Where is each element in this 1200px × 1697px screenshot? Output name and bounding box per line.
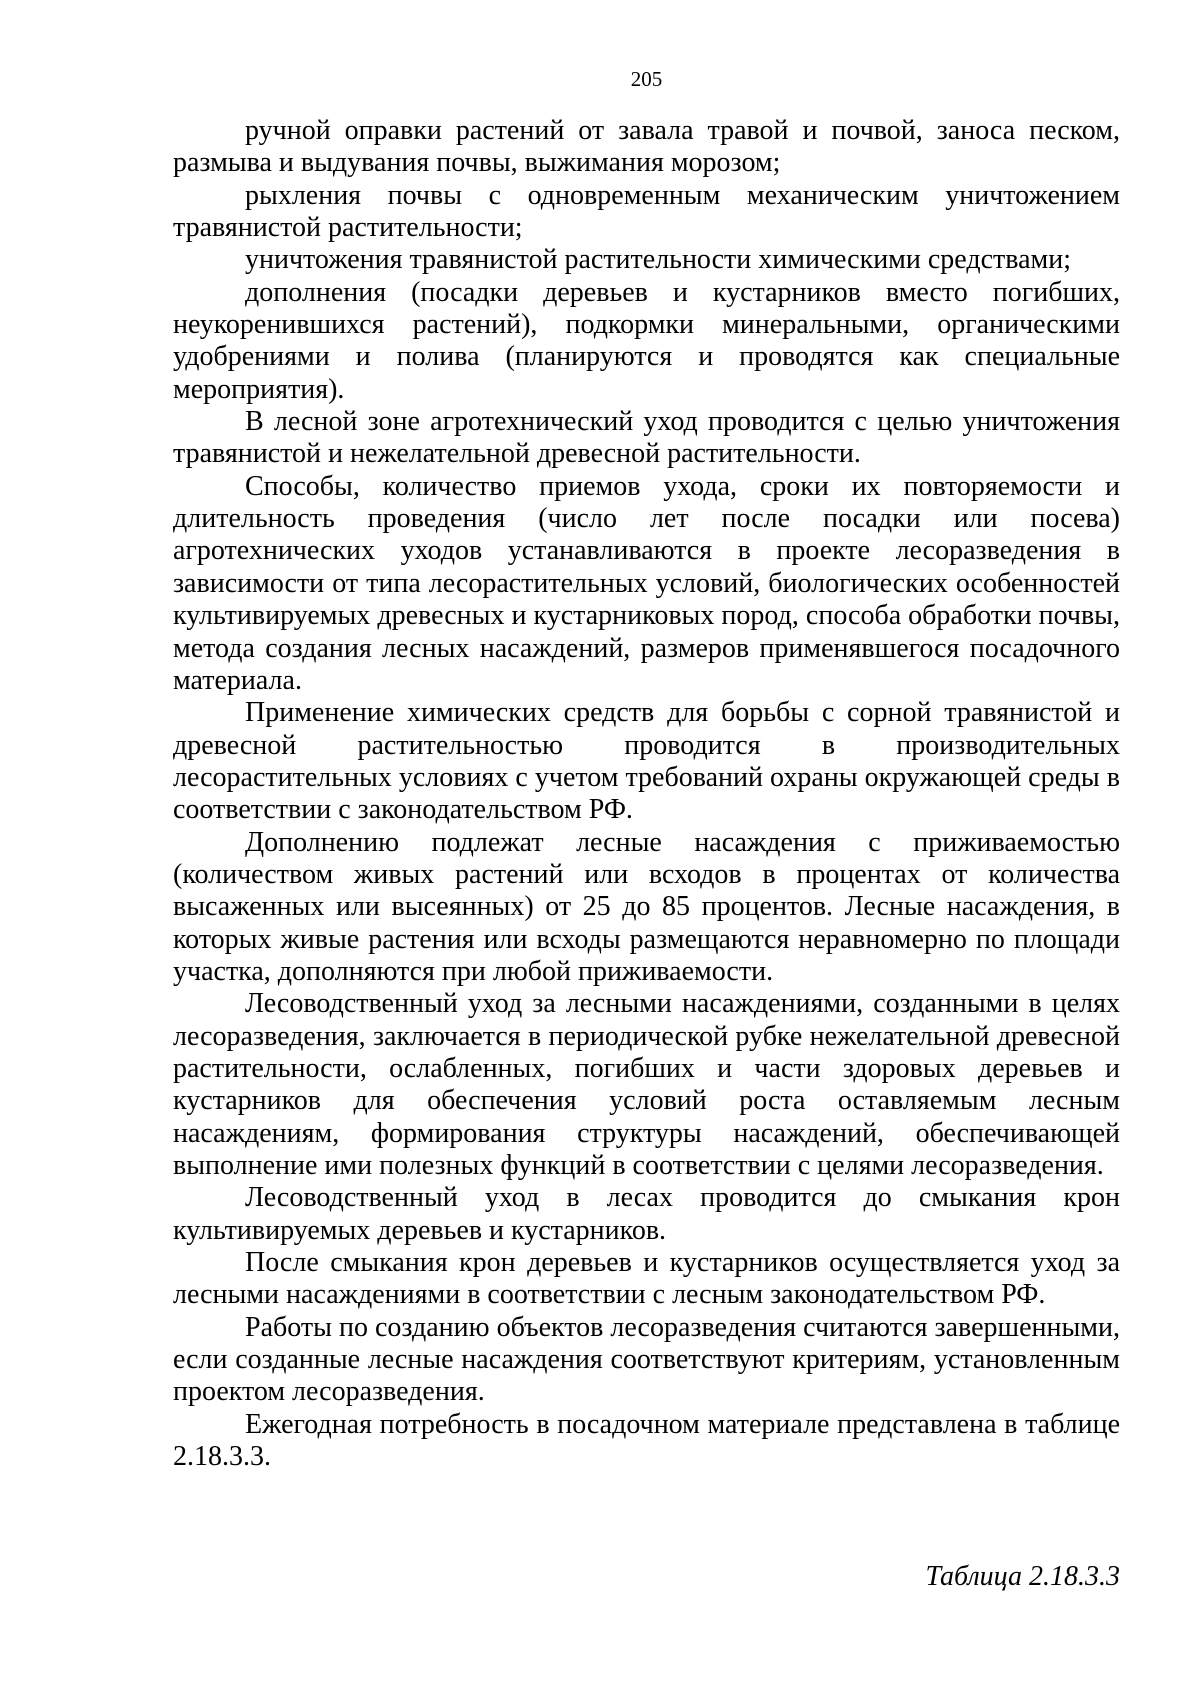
paragraph-manual-straightening: ручной оправки растений от завала травой и почвой, заноса песком, размыва и выдувания почвы, выжимания морозом; xyxy=(173,115,1120,179)
paragraph-loosening: рыхления почвы с одновременным механическим уничтожением травянистой растительности; xyxy=(173,179,1120,244)
paragraph-chemical-destruction: уничтожения травянистой растительности химическими средствами; xyxy=(245,244,1072,276)
paragraph-care-until-closure: Лесоводственный уход в лесах проводится до смыкания крон культивируемых деревьев и кустарников. xyxy=(173,1182,1120,1246)
body-text xyxy=(173,115,1120,1473)
paragraph-care-methods: Способы, количество приемов ухода, сроки их повторяемости и длительность проведения (число лет после посадки или посева) агротехнических уходов устанавливаются в проекте лесоразведения в зависимости от типа лесорастительных условий, биологических особенностей культивируемых древесных и кустарниковых пород, способа обработки почвы, метода создания лесных насаждений, размеров применявшегося посадочного материала. xyxy=(173,470,1120,696)
paragraph-forest-zone-care: В лесной зоне агротехнический уход проводится с целью уничтожения травянистой и нежелательной древесной растительности. xyxy=(173,406,1120,470)
paragraph-chemical-use: Применение химических средств для борьбы с сорной травянистой и древесной растительностью проводится в производительных лесорастительных условиях с учетом требований охраны окружающей среды в соответствии с законодательством РФ. xyxy=(173,697,1120,826)
paragraph-completion-criteria: Работы по созданию объектов лесоразведения считаются завершенными, если созданные лесные насаждения соответствуют критериям, установленным проектом лесоразведения. xyxy=(173,1311,1120,1408)
paragraph-after-closure: После смыкания крон деревьев и кустарников осуществляется уход за лесными насаждениями в соответствии с лесным законодательством РФ. xyxy=(173,1247,1120,1311)
paragraph-supplementation-criteria: Дополнению подлежат лесные насаждения с приживаемостью (количеством живых растений или всходов в процентах от количества высаженных или высеянных) от 25 до 85 процентов. Лесные насаждения, в которых живые растения или всходы размещаются неравномерно по площади участка, дополняются при любой приживаемости. xyxy=(173,826,1120,987)
table-caption: Таблица 2.18.3.3 xyxy=(925,1561,1120,1592)
paragraph-silvicultural-care: Лесоводственный уход за лесными насаждениями, созданными в целях лесоразведения, заключается в периодической рубке нежелательной древесной растительности, ослабленных, погибших и части здоровых деревьев и кустарников для обеспечения условий роста оставляемым лесным насаждениям, формирования структуры насаждений, обеспечивающей выполнение ими полезных функций в соответствии с целями лесоразведения. xyxy=(173,988,1120,1181)
paragraph-annual-demand: Ежегодная потребность в посадочном материале представлена в таблице 2.18.3.3. xyxy=(173,1408,1120,1473)
paragraph-supplementation: дополнения (посадки деревьев и кустарников вместо погибших, неукоренившихся растений), подкормки минеральными, органическими удобрениями и полива (планируются и проводятся как специальные мероприятия). xyxy=(173,276,1120,405)
page-number: 205 xyxy=(630,67,663,91)
